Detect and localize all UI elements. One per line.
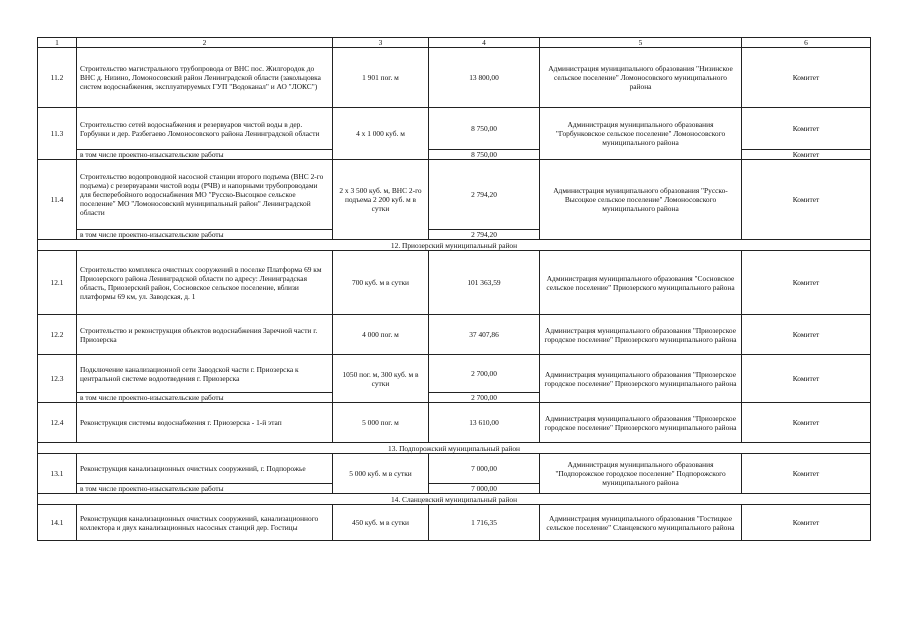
row-number: 12.4 bbox=[38, 403, 77, 443]
amount: 2 794,20 bbox=[429, 160, 540, 230]
responsible: Комитет bbox=[742, 454, 871, 494]
subrow-label: в том числе проектно-изыскательские работы bbox=[77, 230, 333, 240]
capacity: 1050 пог. м, 300 куб. м в сутки bbox=[333, 355, 429, 403]
column-number: 1 bbox=[38, 38, 77, 48]
capacity: 4 х 1 000 куб. м bbox=[333, 108, 429, 160]
executor: Администрация муниципального образования "Сосновское сельское поселение" Приозерского муниципального района bbox=[540, 251, 742, 315]
responsible: Комитет bbox=[742, 315, 871, 355]
subrow-label: в том числе проектно-изыскательские работы bbox=[77, 393, 333, 403]
executor: Администрация муниципального образования "Подпорожское городское поселение" Подпорожского муниципального района bbox=[540, 454, 742, 494]
executor: Администрация муниципального образования "Русско-Высоцкое сельское поселение" Ломоносовского муниципального района bbox=[540, 160, 742, 240]
row-number: 12.3 bbox=[38, 355, 77, 403]
executor: Администрация муниципального образования "Низинское сельское поселение" Ломоносовского муниципального района bbox=[540, 48, 742, 108]
responsible: Комитет bbox=[742, 251, 871, 315]
capacity: 5 000 пог. м bbox=[333, 403, 429, 443]
object-name: Строительство и реконструкция объектов водоснабжения Заречной части г. Приозерска bbox=[77, 315, 333, 355]
executor: Администрация муниципального образования "Гостицкое сельское поселение" Сланцевского муниципального района bbox=[540, 505, 742, 541]
executor: Администрация муниципального образования "Приозерское городское поселение" Приозерского муниципального района bbox=[540, 315, 742, 355]
subrow-amount: 8 750,00 bbox=[429, 150, 540, 160]
object-name: Строительство сетей водоснабжения и резервуаров чистой воды в дер. Горбунки и дер. Разбегаево Ломоносовского района Ленинградской области bbox=[77, 108, 333, 150]
object-name: Реконструкция канализационных очистных сооружений, канализационного коллектора и двух канализационных насосных станций дер. Гостицы bbox=[77, 505, 333, 541]
capacity: 1 901 пог. м bbox=[333, 48, 429, 108]
subrow-responsible: Комитет bbox=[742, 150, 871, 160]
table-row bbox=[38, 251, 871, 315]
object-name: Строительство комплекса очистных сооружений в поселке Платформа 69 км Приозерского района Ленинградской области по адресу: Ленинградская область, Приозерский район, Сосновское сельское поселение, вблизи платформы 69 км, ул. Заводская, д. 1 bbox=[77, 251, 333, 315]
capacity: 2 х 3 500 куб. м, ВНС 2-го подъема 2 200 куб. м в сутки bbox=[333, 160, 429, 240]
capacity: 4 000 пог. м bbox=[333, 315, 429, 355]
executor: Администрация муниципального образования "Приозерское городское поселение" Приозерского муниципального района bbox=[540, 355, 742, 403]
executor: Администрация муниципального образования "Горбунковское сельское поселение" Ломоносовского муниципального района bbox=[540, 108, 742, 160]
section-title: 12. Приозерский муниципальный район bbox=[38, 240, 871, 251]
responsible: Комитет bbox=[742, 403, 871, 443]
object-name: Реконструкция системы водоснабжения г. Приозерска - 1-й этап bbox=[77, 403, 333, 443]
row-number: 14.1 bbox=[38, 505, 77, 541]
subrow-amount: 2 700,00 bbox=[429, 393, 540, 403]
object-name: Строительство водопроводной насосной станции второго подъема (ВНС 2-го подъема) с резервуарами чистой воды (РЧВ) и напорными трубопроводами для бесперебойного водоснабжения МО "Русско-Высоцкое сельское поселение" МО "Ломоносовский муниципальный район" Ленинградской области bbox=[77, 160, 333, 230]
table-row bbox=[38, 454, 871, 484]
table-row bbox=[38, 403, 871, 443]
responsible: Комитет bbox=[742, 160, 871, 240]
amount: 101 363,59 bbox=[429, 251, 540, 315]
column-number: 5 bbox=[540, 38, 742, 48]
amount: 8 750,00 bbox=[429, 108, 540, 150]
amount: 13 610,00 bbox=[429, 403, 540, 443]
subrow-label: в том числе проектно-изыскательские работы bbox=[77, 484, 333, 494]
section-row bbox=[38, 443, 871, 454]
column-number: 4 bbox=[429, 38, 540, 48]
table-row bbox=[38, 48, 871, 108]
table-subrow bbox=[38, 150, 871, 160]
section-row bbox=[38, 494, 871, 505]
amount: 37 407,86 bbox=[429, 315, 540, 355]
document-table-sheet bbox=[37, 37, 871, 541]
row-number: 11.2 bbox=[38, 48, 77, 108]
capacity: 700 куб. м в сутки bbox=[333, 251, 429, 315]
subrow-amount: 2 794,20 bbox=[429, 230, 540, 240]
executor: Администрация муниципального образования "Приозерское городское поселение" Приозерского муниципального района bbox=[540, 403, 742, 443]
table-row bbox=[38, 315, 871, 355]
table-row bbox=[38, 108, 871, 150]
table-row bbox=[38, 355, 871, 393]
amount: 13 800,00 bbox=[429, 48, 540, 108]
amount: 7 000,00 bbox=[429, 454, 540, 484]
column-number: 2 bbox=[77, 38, 333, 48]
program-table bbox=[37, 37, 871, 541]
section-title: 13. Подпорожский муниципальный район bbox=[38, 443, 871, 454]
capacity: 5 000 куб. м в сутки bbox=[333, 454, 429, 494]
column-number: 6 bbox=[742, 38, 871, 48]
subrow-amount: 7 000,00 bbox=[429, 484, 540, 494]
section-row bbox=[38, 240, 871, 251]
table-row bbox=[38, 160, 871, 230]
object-name: Реконструкция канализационных очистных сооружений, г. Подпорожье bbox=[77, 454, 333, 484]
column-number: 3 bbox=[333, 38, 429, 48]
responsible: Комитет bbox=[742, 355, 871, 403]
responsible: Комитет bbox=[742, 108, 871, 150]
row-number: 12.2 bbox=[38, 315, 77, 355]
table-row bbox=[38, 505, 871, 541]
responsible: Комитет bbox=[742, 505, 871, 541]
row-number: 11.3 bbox=[38, 108, 77, 160]
amount: 2 700,00 bbox=[429, 355, 540, 393]
object-name: Подключение канализационной сети Заводской части г. Приозерска к центральной системе водоотведения г. Приозерска bbox=[77, 355, 333, 393]
row-number: 13.1 bbox=[38, 454, 77, 494]
object-name: Строительство магистрального трубопровода от ВНС пос. Жилгородок до ВНС д. Низино, Ломоносовский район Ленинградской области (закольцовка систем водоснабжения, эксплуатируемых ГУП "Водоканал" и АО "ЛОКС") bbox=[77, 48, 333, 108]
subrow-label: в том числе проектно-изыскательские работы bbox=[77, 150, 333, 160]
responsible: Комитет bbox=[742, 48, 871, 108]
row-number: 12.1 bbox=[38, 251, 77, 315]
row-number: 11.4 bbox=[38, 160, 77, 240]
section-title: 14. Сланцевский муниципальный район bbox=[38, 494, 871, 505]
column-number-row bbox=[38, 38, 871, 48]
capacity: 450 куб. м в сутки bbox=[333, 505, 429, 541]
amount: 1 716,35 bbox=[429, 505, 540, 541]
